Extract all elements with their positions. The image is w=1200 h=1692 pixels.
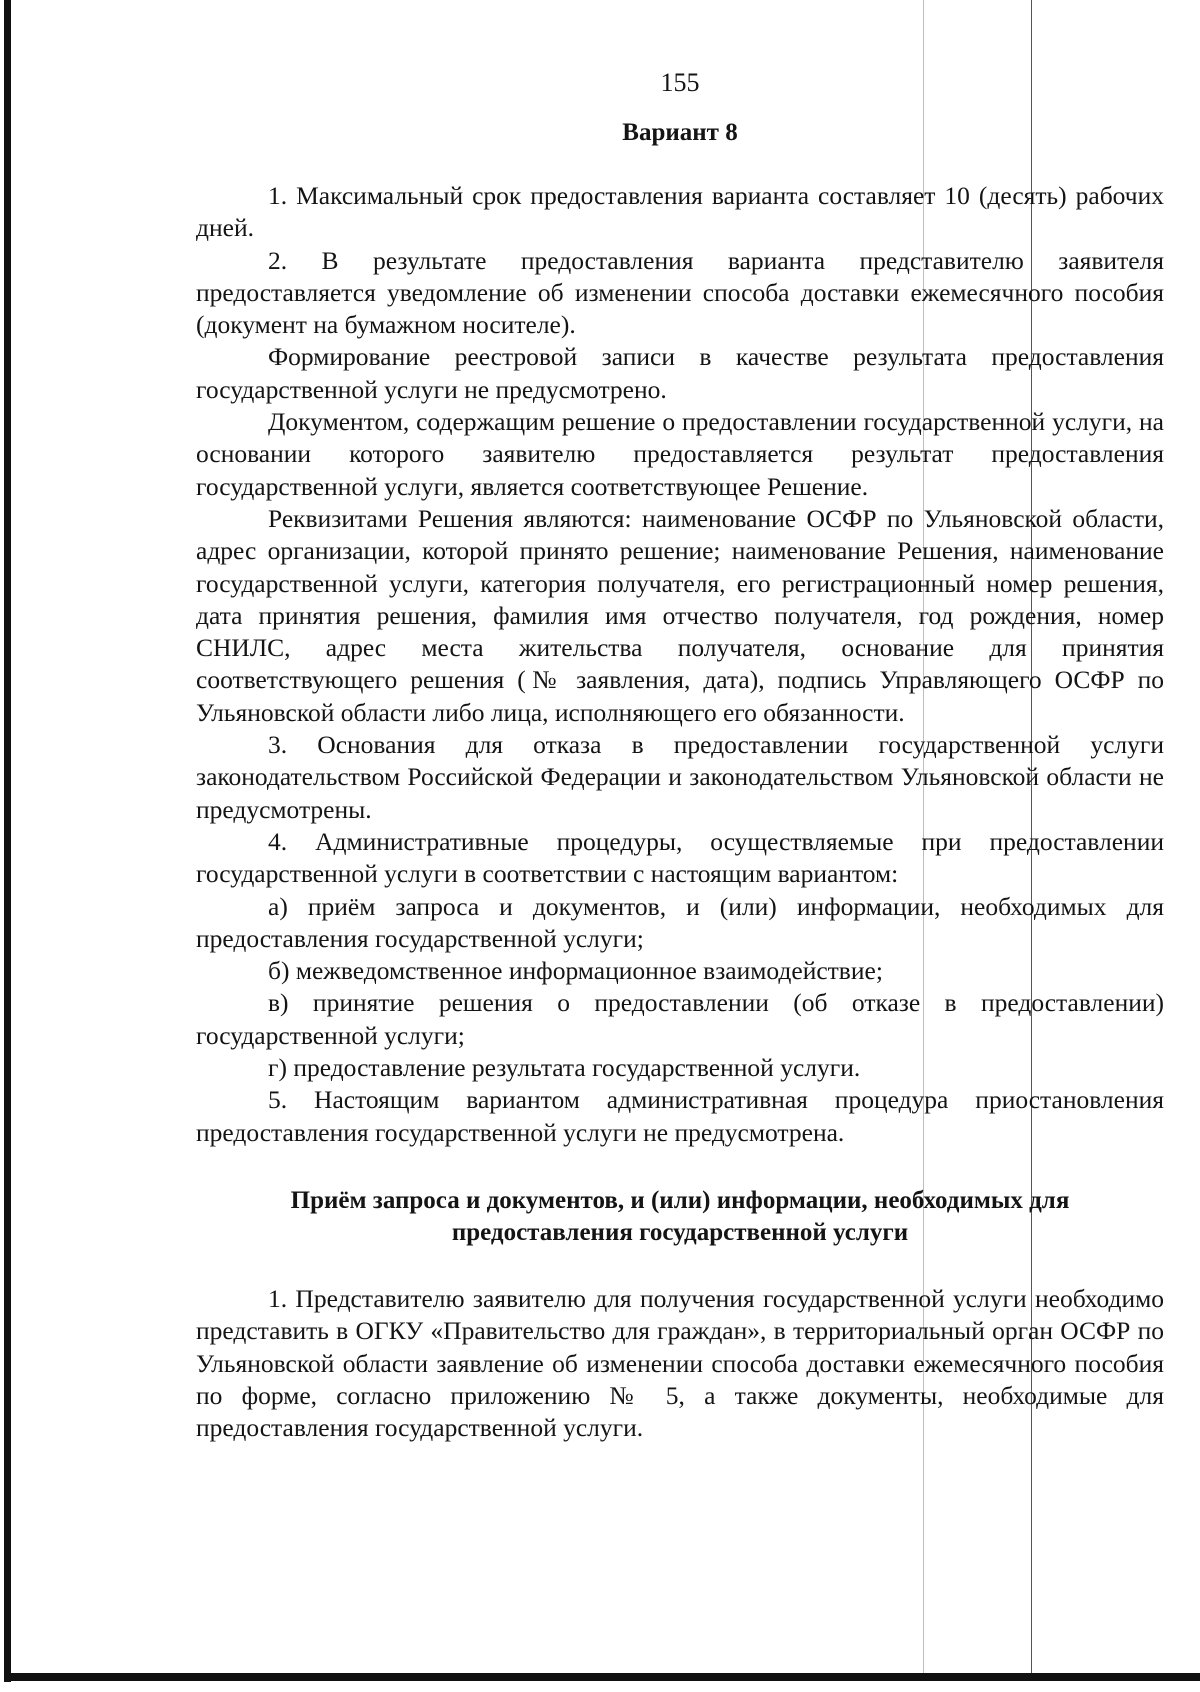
- scan-left-edge: [4, 0, 11, 1682]
- paragraph: 4. Административные процедуры, осуществляемые при предоставлении государственной услуги в соответствии с настоящим вариантом:: [196, 826, 1164, 889]
- paragraph: Документом, содержащим решение о предоставлении государственной услуги, на основании которого заявителю предоставляется результат предоставления государственной услуги, является соответствующее Решение.: [196, 407, 1164, 501]
- paragraph: 5. Настоящим вариантом административная процедура приостановления предоставления государственной услуги не предусмотрена.: [196, 1085, 1164, 1147]
- paragraph: в) принятие решения о предоставлении (об отказе в предоставлении) государственной услуги;: [196, 988, 1164, 1050]
- paragraph: 2. В результате предоставления варианта представителю заявителя предоставляется уведомление об изменении способа доставки ежемесячного пособия (документ на бумажном носителе).: [196, 245, 1164, 340]
- variant-body: [196, 180, 1164, 1149]
- page-number: 155: [660, 68, 700, 97]
- variant-title: Вариант 8: [622, 119, 738, 146]
- paragraph: 3. Основания для отказа в предоставлении государственной услуги законодательством Российской Федерации и законодательством Ульяновской области не предусмотрены.: [196, 730, 1164, 824]
- scan-bottom-edge: [4, 1673, 1200, 1681]
- paragraph: 1. Представителю заявителю для получения государственной услуги необходимо представить в ОГКУ «Правительство для граждан», в территориальный орган ОСФР по Ульяновской области заявление об изменении способа доставки ежемесячного пособия по форме, согласно приложению № 5, а также документы, необходимые для предоставления государственной услуги.: [196, 1283, 1164, 1443]
- paragraph: г) предоставление результата государственной услуги.: [268, 1053, 861, 1083]
- section-heading: [196, 1185, 1164, 1249]
- section-body: [196, 1283, 1164, 1444]
- paragraph: б) межведомственное информационное взаимодействие;: [268, 956, 883, 986]
- paragraph: Формирование реестровой записи в качестве результата предоставления государственной услуги не предусмотрено.: [196, 342, 1164, 404]
- paragraph: а) приём запроса и документов, и (или) информации, необходимых для предоставления государственной услуги;: [196, 891, 1164, 953]
- section-heading-line: предоставления государственной услуги: [451, 1218, 909, 1246]
- section-heading-line: Приём запроса и документов, и (или) информации, необходимых для: [290, 1186, 1070, 1214]
- document-page: [196, 60, 1164, 1444]
- paragraph: Реквизитами Решения являются: наименование ОСФР по Ульяновской области, адрес организации, которой принято решение; наименование Решения, наименование государственной услуги, категория получателя, его регистрационный номер решения, дата принятия решения, фамилия имя отчество получателя, год рождения, номер СНИЛС, адрес места жительства получателя, основание для принятия соответствующего решения (№ заявления, дата), подпись Управляющего ОСФР по Ульяновской области либо лица, исполняющего его обязанности.: [196, 503, 1164, 727]
- paragraph: 1. Максимальный срок предоставления варианта составляет 10 (десять) рабочих дней.: [196, 181, 1164, 243]
